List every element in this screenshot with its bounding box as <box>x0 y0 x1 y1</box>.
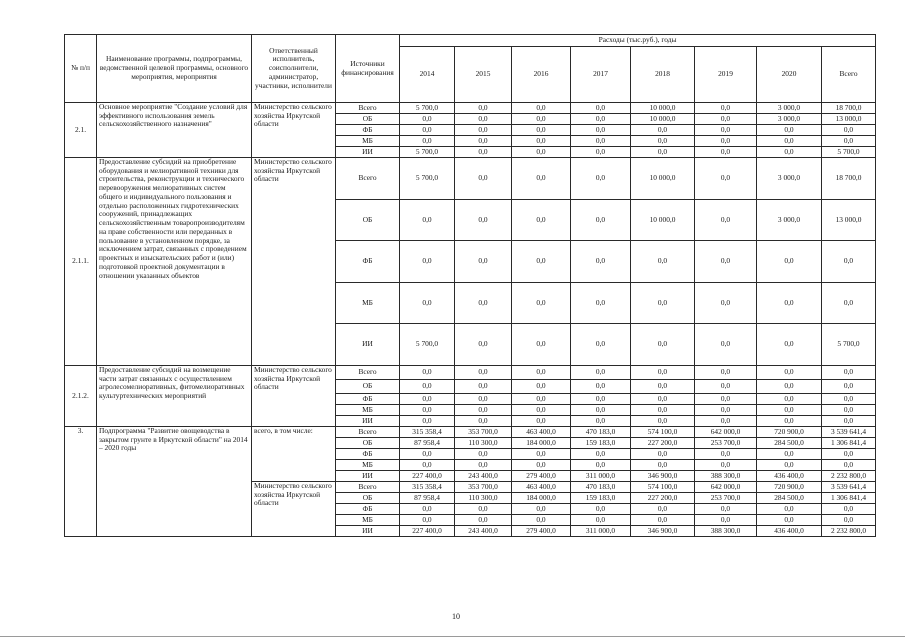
value-cell: 284 500,0 <box>757 492 822 503</box>
row-title: Предоставление субсидий на возмещение части затрат связанных с осуществлением агролесомелиоративных, фитомелиоративных культуртехнических мероприятий <box>97 365 252 426</box>
source-cell: МБ <box>336 404 400 415</box>
value-cell: 720 900,0 <box>757 481 822 492</box>
value-cell: 353 700,0 <box>455 426 512 437</box>
value-cell: 0,0 <box>571 282 631 324</box>
row-responsible: всего, в том числе: <box>252 426 336 481</box>
value-cell: 0,0 <box>695 365 757 379</box>
value-cell: 0,0 <box>512 136 571 147</box>
value-cell: 0,0 <box>571 514 631 525</box>
value-cell: 0,0 <box>512 379 571 393</box>
value-cell: 0,0 <box>512 514 571 525</box>
value-cell: 1 306 841,4 <box>822 492 876 503</box>
value-cell: 87 958,4 <box>400 437 455 448</box>
value-cell: 284 500,0 <box>757 437 822 448</box>
value-cell: 253 700,0 <box>695 492 757 503</box>
value-cell: 0,0 <box>455 415 512 426</box>
row-title: Предоставление субсидий на приобретение оборудования и мелиоративной техники для строительства, реконструкции и технического перевооружения мелиоративных систем общего и индивидуального пользования и отдельно расположенных гидротехнических сооружений, принадлежащих сельскохозяйственным товаропроизводителям на праве собственности или переданных в пользование в установленном порядке, за исключением затрат, связанных с проведением проектных и изыскательских работ и (или) подготовкой проектной документации в отношении указанных объектов <box>97 158 252 366</box>
source-cell: ИИ <box>336 147 400 158</box>
value-cell: 463 400,0 <box>512 426 571 437</box>
value-cell: 0,0 <box>631 324 695 366</box>
value-cell: 0,0 <box>400 459 455 470</box>
row-index: 2.1.2. <box>65 365 97 426</box>
value-cell: 243 400,0 <box>455 470 512 481</box>
value-cell: 0,0 <box>400 393 455 404</box>
value-cell: 110 300,0 <box>455 492 512 503</box>
value-cell: 0,0 <box>822 459 876 470</box>
value-cell: 0,0 <box>631 147 695 158</box>
header-year-2014: 2014 <box>400 47 455 103</box>
value-cell: 315 358,4 <box>400 481 455 492</box>
value-cell: 0,0 <box>757 282 822 324</box>
value-cell: 0,0 <box>695 459 757 470</box>
value-cell: 0,0 <box>695 448 757 459</box>
value-cell: 0,0 <box>757 324 822 366</box>
value-cell: 0,0 <box>695 379 757 393</box>
table-body <box>65 103 876 537</box>
header-responsible: Ответственный исполнитель, соисполнители, администратор, участники, исполнители <box>252 35 336 103</box>
value-cell: 3 000,0 <box>757 158 822 200</box>
header-num: № п/п <box>65 35 97 103</box>
value-cell: 0,0 <box>571 503 631 514</box>
value-cell: 0,0 <box>455 448 512 459</box>
value-cell: 0,0 <box>512 324 571 366</box>
row-index: 2.1.1. <box>65 158 97 366</box>
value-cell: 0,0 <box>695 393 757 404</box>
value-cell: 2 232 800,0 <box>822 525 876 536</box>
value-cell: 0,0 <box>455 365 512 379</box>
value-cell: 0,0 <box>571 379 631 393</box>
value-cell: 0,0 <box>455 459 512 470</box>
value-cell: 436 400,0 <box>757 525 822 536</box>
value-cell: 5 700,0 <box>822 324 876 366</box>
value-cell: 0,0 <box>631 241 695 283</box>
value-cell: 0,0 <box>695 282 757 324</box>
value-cell: 0,0 <box>695 404 757 415</box>
source-cell: Всего <box>336 365 400 379</box>
value-cell: 0,0 <box>571 404 631 415</box>
value-cell: 0,0 <box>822 415 876 426</box>
value-cell: 0,0 <box>631 503 695 514</box>
value-cell: 0,0 <box>455 404 512 415</box>
value-cell: 0,0 <box>695 324 757 366</box>
value-cell: 87 958,4 <box>400 492 455 503</box>
value-cell: 0,0 <box>455 514 512 525</box>
value-cell: 0,0 <box>822 365 876 379</box>
header-expenses: Расходы (тыс.руб.), годы <box>400 35 876 47</box>
source-cell: Всего <box>336 481 400 492</box>
source-cell: МБ <box>336 282 400 324</box>
value-cell: 0,0 <box>455 379 512 393</box>
value-cell: 0,0 <box>631 393 695 404</box>
value-cell: 0,0 <box>571 114 631 125</box>
value-cell: 0,0 <box>695 514 757 525</box>
value-cell: 311 000,0 <box>571 470 631 481</box>
source-cell: ИИ <box>336 324 400 366</box>
value-cell: 0,0 <box>455 241 512 283</box>
value-cell: 0,0 <box>512 404 571 415</box>
value-cell: 13 000,0 <box>822 114 876 125</box>
header-total: Всего <box>822 47 876 103</box>
value-cell: 0,0 <box>571 324 631 366</box>
value-cell: 3 539 641,4 <box>822 426 876 437</box>
source-cell: ОБ <box>336 492 400 503</box>
value-cell: 253 700,0 <box>695 437 757 448</box>
value-cell: 227 400,0 <box>400 525 455 536</box>
row-title: Основное мероприятие "Создание условий для эффективного использования земель сельскохозяйственного назначения" <box>97 103 252 158</box>
source-cell: ФБ <box>336 241 400 283</box>
source-cell: МБ <box>336 136 400 147</box>
value-cell: 388 300,0 <box>695 525 757 536</box>
value-cell: 0,0 <box>512 365 571 379</box>
value-cell: 0,0 <box>512 282 571 324</box>
value-cell: 0,0 <box>631 136 695 147</box>
value-cell: 0,0 <box>631 459 695 470</box>
value-cell: 0,0 <box>512 125 571 136</box>
value-cell: 720 900,0 <box>757 426 822 437</box>
value-cell: 0,0 <box>571 147 631 158</box>
table-header <box>65 35 876 103</box>
value-cell: 0,0 <box>695 125 757 136</box>
value-cell: 1 306 841,4 <box>822 437 876 448</box>
value-cell: 0,0 <box>695 503 757 514</box>
value-cell: 0,0 <box>757 459 822 470</box>
value-cell: 0,0 <box>400 199 455 241</box>
value-cell: 0,0 <box>695 241 757 283</box>
value-cell: 5 700,0 <box>822 147 876 158</box>
value-cell: 0,0 <box>455 282 512 324</box>
value-cell: 5 700,0 <box>400 147 455 158</box>
row-responsible: Министерство сельского хозяйства Иркутской области <box>252 103 336 158</box>
value-cell: 0,0 <box>571 393 631 404</box>
value-cell: 0,0 <box>695 114 757 125</box>
value-cell: 0,0 <box>571 241 631 283</box>
bottom-rule <box>0 636 905 637</box>
value-cell: 0,0 <box>400 503 455 514</box>
value-cell: 110 300,0 <box>455 437 512 448</box>
value-cell: 470 183,0 <box>571 481 631 492</box>
value-cell: 13 000,0 <box>822 199 876 241</box>
header-source: Источники финансирования <box>336 35 400 103</box>
value-cell: 18 700,0 <box>822 158 876 200</box>
value-cell: 0,0 <box>631 415 695 426</box>
value-cell: 0,0 <box>400 282 455 324</box>
value-cell: 0,0 <box>400 448 455 459</box>
source-cell: ОБ <box>336 379 400 393</box>
value-cell: 0,0 <box>631 448 695 459</box>
source-cell: ФБ <box>336 448 400 459</box>
value-cell: 10 000,0 <box>631 114 695 125</box>
value-cell: 0,0 <box>400 241 455 283</box>
value-cell: 0,0 <box>512 415 571 426</box>
value-cell: 0,0 <box>822 379 876 393</box>
value-cell: 311 000,0 <box>571 525 631 536</box>
value-cell: 184 000,0 <box>512 437 571 448</box>
value-cell: 0,0 <box>455 114 512 125</box>
value-cell: 0,0 <box>400 125 455 136</box>
value-cell: 0,0 <box>757 136 822 147</box>
value-cell: 0,0 <box>822 125 876 136</box>
row-responsible: Министерство сельского хозяйства Иркутской области <box>252 158 336 366</box>
value-cell: 0,0 <box>757 415 822 426</box>
value-cell: 0,0 <box>631 404 695 415</box>
value-cell: 243 400,0 <box>455 525 512 536</box>
value-cell: 0,0 <box>512 241 571 283</box>
value-cell: 0,0 <box>400 136 455 147</box>
value-cell: 0,0 <box>571 103 631 114</box>
value-cell: 159 183,0 <box>571 437 631 448</box>
value-cell: 0,0 <box>695 136 757 147</box>
value-cell: 0,0 <box>695 199 757 241</box>
value-cell: 0,0 <box>455 158 512 200</box>
row-index: 3. <box>65 426 97 536</box>
value-cell: 0,0 <box>695 103 757 114</box>
value-cell: 0,0 <box>757 365 822 379</box>
value-cell: 0,0 <box>512 103 571 114</box>
value-cell: 0,0 <box>512 503 571 514</box>
value-cell: 463 400,0 <box>512 481 571 492</box>
value-cell: 0,0 <box>455 103 512 114</box>
value-cell: 0,0 <box>455 199 512 241</box>
value-cell: 227 200,0 <box>631 492 695 503</box>
value-cell: 3 539 641,4 <box>822 481 876 492</box>
value-cell: 159 183,0 <box>571 492 631 503</box>
value-cell: 5 700,0 <box>400 103 455 114</box>
source-cell: ФБ <box>336 393 400 404</box>
value-cell: 0,0 <box>695 415 757 426</box>
header-year-2019: 2019 <box>695 47 757 103</box>
value-cell: 0,0 <box>400 379 455 393</box>
value-cell: 0,0 <box>512 147 571 158</box>
value-cell: 3 000,0 <box>757 199 822 241</box>
value-cell: 0,0 <box>455 136 512 147</box>
header-year-2020: 2020 <box>757 47 822 103</box>
header-name: Наименование программы, подпрограммы, ведомственной целевой программы, основного мероприятия, мероприятия <box>97 35 252 103</box>
header-year-2016: 2016 <box>512 47 571 103</box>
value-cell: 0,0 <box>571 136 631 147</box>
value-cell: 0,0 <box>631 379 695 393</box>
value-cell: 0,0 <box>455 324 512 366</box>
value-cell: 0,0 <box>512 393 571 404</box>
row-index: 2.1. <box>65 103 97 158</box>
value-cell: 0,0 <box>695 158 757 200</box>
value-cell: 10 000,0 <box>631 199 695 241</box>
value-cell: 0,0 <box>757 241 822 283</box>
value-cell: 10 000,0 <box>631 158 695 200</box>
value-cell: 0,0 <box>822 282 876 324</box>
value-cell: 227 400,0 <box>400 470 455 481</box>
value-cell: 0,0 <box>455 147 512 158</box>
row-title: Подпрограмма "Развитие овощеводства в закрытом грунте в Иркутской области" на 2014 – 2020 годы <box>97 426 252 536</box>
row-responsible: Министерство сельского хозяйства Иркутской области <box>252 365 336 426</box>
value-cell: 5 700,0 <box>400 324 455 366</box>
source-cell: Всего <box>336 426 400 437</box>
page-number: 10 <box>452 612 460 621</box>
value-cell: 0,0 <box>757 147 822 158</box>
value-cell: 0,0 <box>822 393 876 404</box>
value-cell: 0,0 <box>400 404 455 415</box>
source-cell: ИИ <box>336 525 400 536</box>
value-cell: 0,0 <box>571 415 631 426</box>
value-cell: 388 300,0 <box>695 470 757 481</box>
value-cell: 642 000,0 <box>695 426 757 437</box>
value-cell: 0,0 <box>822 136 876 147</box>
value-cell: 0,0 <box>571 448 631 459</box>
source-cell: ОБ <box>336 437 400 448</box>
header-year-2015: 2015 <box>455 47 512 103</box>
value-cell: 0,0 <box>757 379 822 393</box>
value-cell: 0,0 <box>400 415 455 426</box>
value-cell: 574 100,0 <box>631 481 695 492</box>
value-cell: 279 400,0 <box>512 525 571 536</box>
source-cell: Всего <box>336 158 400 200</box>
value-cell: 436 400,0 <box>757 470 822 481</box>
value-cell: 279 400,0 <box>512 470 571 481</box>
value-cell: 0,0 <box>822 404 876 415</box>
value-cell: 0,0 <box>512 158 571 200</box>
value-cell: 10 000,0 <box>631 103 695 114</box>
table-row <box>65 426 876 437</box>
value-cell: 353 700,0 <box>455 481 512 492</box>
source-cell: ИИ <box>336 470 400 481</box>
value-cell: 0,0 <box>512 199 571 241</box>
header-year-2017: 2017 <box>571 47 631 103</box>
value-cell: 0,0 <box>571 199 631 241</box>
value-cell: 0,0 <box>631 282 695 324</box>
source-cell: МБ <box>336 459 400 470</box>
value-cell: 0,0 <box>631 365 695 379</box>
value-cell: 0,0 <box>757 514 822 525</box>
value-cell: 0,0 <box>455 503 512 514</box>
value-cell: 0,0 <box>571 459 631 470</box>
value-cell: 184 000,0 <box>512 492 571 503</box>
source-cell: ОБ <box>336 114 400 125</box>
value-cell: 0,0 <box>400 365 455 379</box>
value-cell: 227 200,0 <box>631 437 695 448</box>
value-cell: 0,0 <box>822 241 876 283</box>
value-cell: 0,0 <box>822 503 876 514</box>
expenditure-table <box>64 34 876 537</box>
value-cell: 0,0 <box>512 448 571 459</box>
row-responsible: Министерство сельского хозяйства Иркутской области <box>252 481 336 536</box>
value-cell: 0,0 <box>400 514 455 525</box>
value-cell: 0,0 <box>631 125 695 136</box>
value-cell: 0,0 <box>822 448 876 459</box>
source-cell: ФБ <box>336 503 400 514</box>
value-cell: 2 232 800,0 <box>822 470 876 481</box>
source-cell: МБ <box>336 514 400 525</box>
value-cell: 3 000,0 <box>757 103 822 114</box>
value-cell: 0,0 <box>695 147 757 158</box>
value-cell: 0,0 <box>571 365 631 379</box>
value-cell: 0,0 <box>512 114 571 125</box>
value-cell: 0,0 <box>757 404 822 415</box>
value-cell: 0,0 <box>512 459 571 470</box>
value-cell: 0,0 <box>757 393 822 404</box>
value-cell: 315 358,4 <box>400 426 455 437</box>
source-cell: Всего <box>336 103 400 114</box>
source-cell: ИИ <box>336 415 400 426</box>
value-cell: 0,0 <box>631 514 695 525</box>
value-cell: 0,0 <box>571 158 631 200</box>
header-year-2018: 2018 <box>631 47 695 103</box>
value-cell: 0,0 <box>822 514 876 525</box>
table-row <box>65 365 876 379</box>
value-cell: 642 000,0 <box>695 481 757 492</box>
value-cell: 346 900,0 <box>631 470 695 481</box>
value-cell: 0,0 <box>757 503 822 514</box>
value-cell: 0,0 <box>400 114 455 125</box>
value-cell: 0,0 <box>571 125 631 136</box>
value-cell: 0,0 <box>757 125 822 136</box>
source-cell: ОБ <box>336 199 400 241</box>
value-cell: 574 100,0 <box>631 426 695 437</box>
value-cell: 3 000,0 <box>757 114 822 125</box>
value-cell: 346 900,0 <box>631 525 695 536</box>
value-cell: 0,0 <box>455 393 512 404</box>
source-cell: ФБ <box>336 125 400 136</box>
value-cell: 5 700,0 <box>400 158 455 200</box>
table-row <box>65 103 876 114</box>
value-cell: 470 183,0 <box>571 426 631 437</box>
table-row <box>65 158 876 200</box>
value-cell: 18 700,0 <box>822 103 876 114</box>
value-cell: 0,0 <box>455 125 512 136</box>
value-cell: 0,0 <box>757 448 822 459</box>
